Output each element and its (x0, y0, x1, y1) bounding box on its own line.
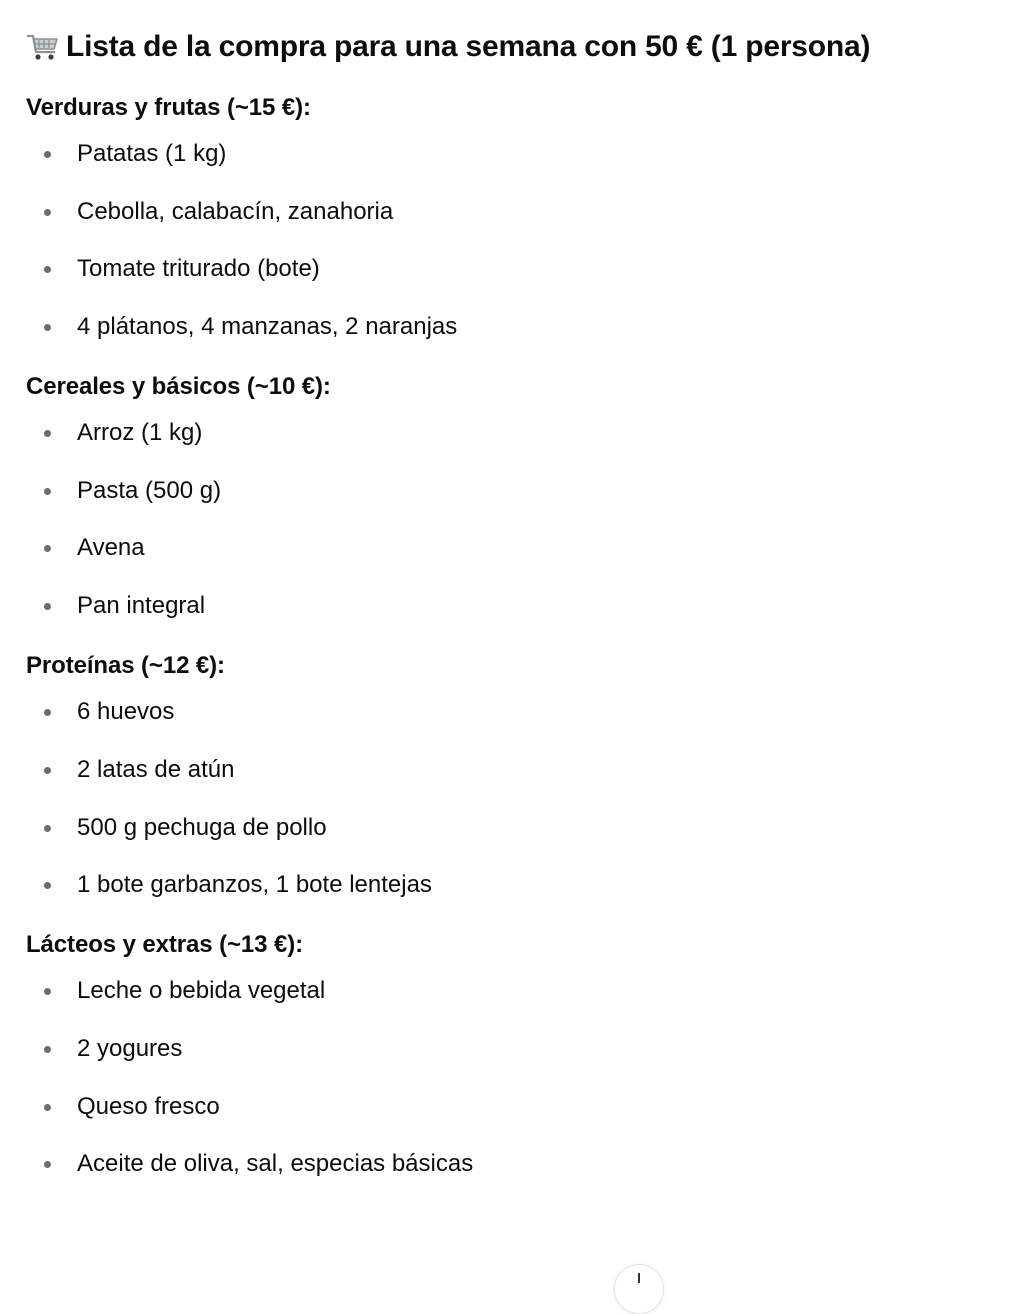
list-item-text: Arroz (1 kg) (77, 419, 203, 447)
list-item (26, 973, 1006, 1009)
list-item-text: Pasta (500 g) (77, 476, 222, 504)
list-item (26, 1089, 1006, 1125)
item-list (26, 415, 1006, 624)
list-item-text: 2 latas de atún (77, 755, 235, 783)
list-item-text: 4 plátanos, 4 manzanas, 2 naranjas (77, 313, 458, 341)
bullet-icon (44, 430, 51, 437)
bullet-icon (44, 209, 51, 216)
list-item-text: 2 yogures (77, 1034, 183, 1062)
bullet-icon (44, 1046, 51, 1053)
bullet-icon (44, 151, 51, 158)
list-item (26, 251, 1006, 287)
list-item (26, 194, 1006, 230)
section-heading: Lácteos y extras (~13 €): (26, 931, 303, 959)
list-item-text: Aceite de oliva, sal, especias básicas (77, 1150, 474, 1178)
list-item-text: 500 g pechuga de pollo (77, 813, 327, 841)
bullet-icon (44, 825, 51, 832)
shopping-cart-icon (26, 30, 60, 64)
item-list (26, 973, 1006, 1182)
section-verduras (26, 90, 1006, 345)
bullet-icon (44, 882, 51, 889)
bullet-icon (44, 266, 51, 273)
list-item (26, 588, 1006, 624)
bullet-icon (44, 1104, 51, 1111)
bullet-icon (44, 324, 51, 331)
list-item (26, 694, 1006, 730)
list-item (26, 1031, 1006, 1067)
bullet-icon (44, 1161, 51, 1168)
item-list (26, 694, 1006, 903)
list-item (26, 415, 1006, 451)
list-item-text: 6 huevos (77, 698, 175, 726)
list-item-text: Avena (77, 534, 145, 562)
arrow-down-icon (638, 1273, 640, 1283)
section-proteinas (26, 648, 1006, 903)
bullet-icon (44, 709, 51, 716)
scroll-to-bottom-button[interactable] (614, 1264, 664, 1314)
bullet-icon (44, 603, 51, 610)
list-item (26, 867, 1006, 903)
page-title-text: Lista de la compra para una semana con 50 € (1 persona) (66, 30, 871, 63)
list-item-text: Queso fresco (77, 1092, 220, 1120)
list-item (26, 752, 1006, 788)
list-item-text: Patatas (1 kg) (77, 140, 227, 167)
page-title (26, 26, 1006, 68)
bullet-icon (44, 767, 51, 774)
list-item (26, 136, 1006, 172)
bullet-icon (44, 545, 51, 552)
list-item-text: Leche o bebida vegetal (77, 977, 326, 1005)
list-item-text: 1 bote garbanzos, 1 bote lentejas (77, 871, 432, 899)
list-item (26, 473, 1006, 509)
section-heading: Verduras y frutas (~15 €): (26, 94, 311, 121)
section-heading: Proteínas (~12 €): (26, 652, 225, 680)
list-item-text: Pan integral (77, 592, 206, 620)
list-item (26, 309, 1006, 345)
list-item (26, 530, 1006, 566)
section-lacteos (26, 927, 1006, 1182)
message-content (26, 26, 1006, 1206)
bullet-icon (44, 988, 51, 995)
list-item-text: Cebolla, calabacín, zanahoria (77, 197, 394, 225)
section-heading: Cereales y básicos (~10 €): (26, 373, 331, 401)
item-list (26, 136, 1006, 345)
list-item (26, 810, 1006, 846)
section-cereales (26, 369, 1006, 624)
bullet-icon (44, 488, 51, 495)
list-item (26, 1146, 1006, 1182)
list-item-text: Tomate triturado (bote) (77, 255, 320, 283)
